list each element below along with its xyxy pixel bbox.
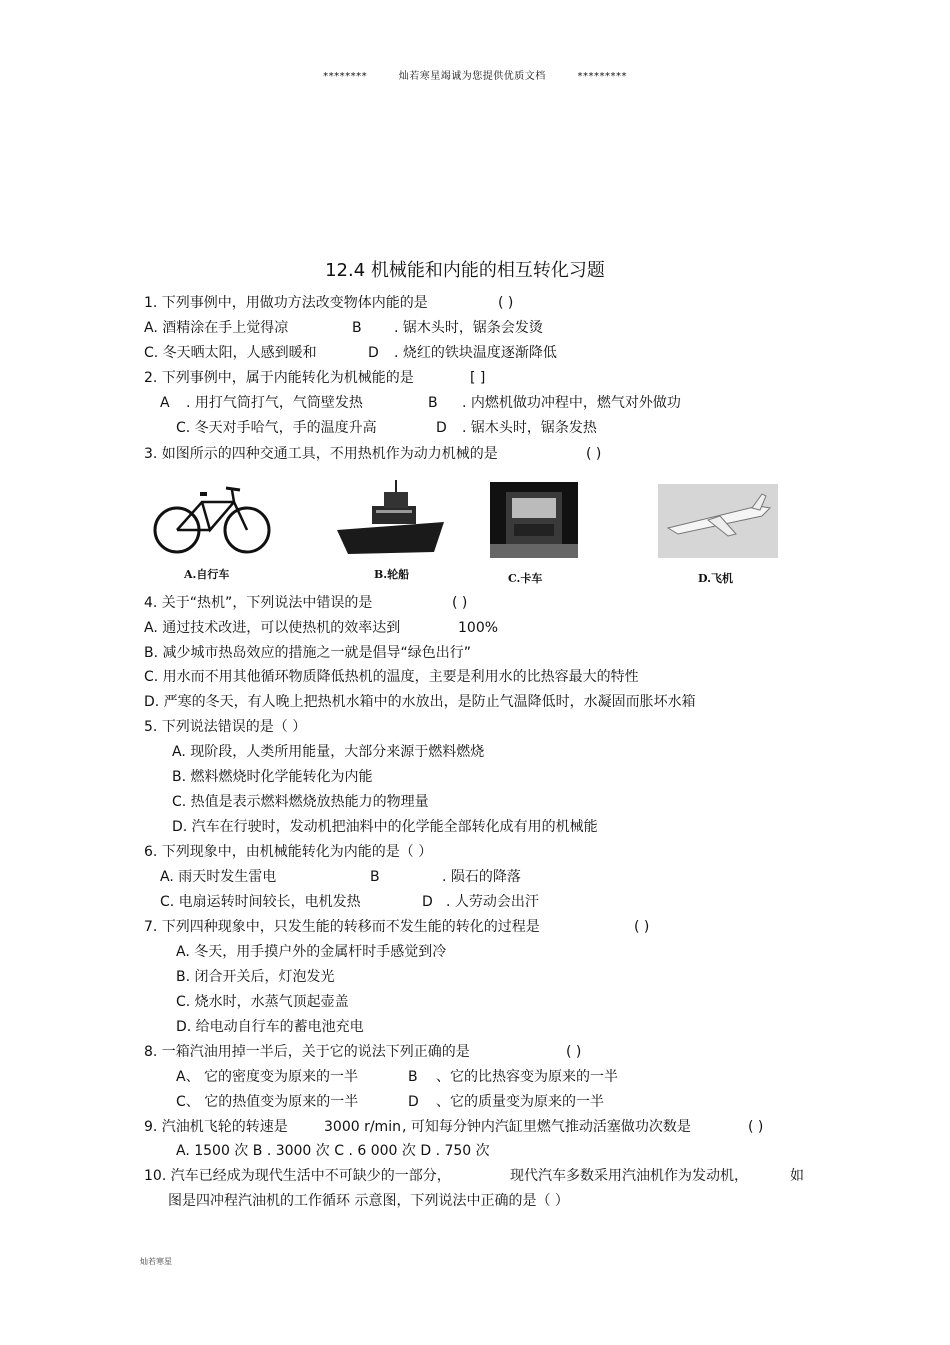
caption-bicycle: A.自行车: [184, 568, 230, 581]
q9-rest: , 可知每分钟内汽缸里燃气推动活塞做功次数是: [402, 1119, 691, 1135]
q2-option-b-letter: B: [428, 395, 438, 411]
q2-bracket: [ ]: [470, 370, 486, 386]
q5-option-c: C. 热值是表示燃料燃烧放热能力的物理量: [172, 794, 429, 810]
q1-option-c: C. 冬天晒太阳，人感到暖和: [144, 345, 317, 361]
header-stars-right: *********: [577, 71, 627, 82]
q8-stem: 8. 一箱汽油用掉一半后，关于它的说法下列正确的是: [144, 1044, 470, 1060]
q7-option-b: B. 闭合开关后，灯泡发光: [176, 969, 335, 985]
q4-option-b: B. 减少城市热岛效应的措施之一就是倡导“绿色出行”: [144, 645, 472, 661]
caption-airplane: D.飞机: [698, 572, 733, 585]
q5-option-d: D. 汽车在行驶时，发动机把油料中的化学能全部转化成有用的机械能: [172, 819, 598, 835]
q4-stem: 4. 关于“热机”，下列说法中错误的是: [144, 595, 373, 611]
q4-option-c: C. 用水而不用其他循环物质降低热机的温度，主要是利用水的比热容最大的特性: [144, 669, 639, 685]
q4-bracket: ( ): [452, 595, 468, 611]
airplane-image: [658, 484, 778, 558]
q8-option-b: 、它的比热容变为原来的一半: [436, 1069, 618, 1085]
q8-bracket: ( ): [566, 1044, 582, 1060]
q7-stem: 7. 下列四种现象中，只发生能的转移而不发生能的转化的过程是: [144, 919, 540, 935]
q6-option-c: C. 电扇运转时间较长，电机发热: [160, 894, 361, 910]
q2-option-a-letter: A: [160, 395, 170, 411]
page-header: [0, 67, 950, 82]
q9-speed: 3000 r/min: [324, 1119, 401, 1135]
q8-option-a: A、 它的密度变为原来的一半: [176, 1069, 359, 1085]
q9-bracket: ( ): [748, 1119, 764, 1135]
q8-option-c: C、 它的热值变为原来的一半: [176, 1094, 359, 1110]
q10-stem-part1: 10. 汽车已经成为现代生活中不可缺少的一部分，: [144, 1168, 451, 1184]
q6-option-d: . 人劳动会出汗: [446, 894, 539, 910]
q2-option-c: C. 冬天对手哈气，手的温度升高: [176, 420, 377, 436]
header-text: 灿若寒星竭诚为您提供优质文档: [398, 71, 546, 82]
q6-option-b-letter: B: [370, 869, 380, 885]
q8-option-d: 、它的质量变为原来的一半: [436, 1094, 604, 1110]
q7-bracket: ( ): [634, 919, 650, 935]
q9-stem: 9. 汽油机飞轮的转速是: [144, 1119, 288, 1135]
q9-options: A. 1500 次 B . 3000 次 C . 6 000 次 D . 750 次: [176, 1143, 490, 1159]
q1-option-b: . 锯木头时，锯条会发烫: [394, 320, 543, 336]
caption-ship: B.轮船: [374, 568, 410, 581]
q5-stem: 5. 下列说法错误的是（ ）: [144, 719, 307, 735]
q6-option-b: . 陨石的降落: [442, 869, 521, 885]
q4-option-a: A. 通过技术改进，可以使热机的效率达到: [144, 620, 401, 636]
q4-option-d: D. 严寒的冬天，有人晚上把热机水箱中的水放出，是防止气温降低时，水凝固而胀坏水箱: [144, 694, 696, 710]
vehicle-figure: [142, 478, 792, 590]
q5-option-b: B. 燃料燃烧时化学能转化为内能: [172, 769, 373, 785]
q1-option-b-letter: B: [352, 320, 362, 336]
q2-stem: 2. 下列事例中，属于内能转化为机械能的是: [144, 370, 414, 386]
q7-option-d: D. 给电动自行车的蓄电池充电: [176, 1019, 364, 1035]
q8-option-d-letter: D: [408, 1094, 419, 1110]
q2-option-d-letter: D: [436, 420, 447, 436]
q1-option-a: A. 酒精涂在手上觉得凉: [144, 320, 289, 336]
q10-line2: 图是四冲程汽油机的工作循环 示意图，下列说法中正确的是（ ）: [168, 1193, 569, 1209]
q6-option-a: A. 雨天时发生雷电: [160, 869, 277, 885]
q6-option-d-letter: D: [422, 894, 433, 910]
q3-stem: 3. 如图所示的四种交通工具，不用热机作为动力机械的是: [144, 446, 498, 462]
q7-option-c: C. 烧水时，水蒸气顶起壶盖: [176, 994, 349, 1010]
bicycle-image: [152, 478, 272, 558]
q2-option-a: . 用打气筒打气，气筒壁发热: [186, 395, 363, 411]
q3-bracket: ( ): [586, 446, 602, 462]
q2-option-b: . 内燃机做功冲程中，燃气对外做功: [462, 395, 681, 411]
truck-image: [490, 482, 578, 558]
q6-stem: 6. 下列现象中，由机械能转化为内能的是（ ）: [144, 844, 433, 860]
q10-stem-part3: 如: [790, 1168, 804, 1184]
q5-option-a: A. 现阶段，人类所用能量，大部分来源于燃料燃烧: [172, 744, 485, 760]
q1-stem: 1. 下列事例中，用做功方法改变物体内能的是: [144, 295, 428, 311]
q4-option-a-value: 100%: [458, 620, 499, 636]
q1-bracket: ( ): [498, 295, 514, 311]
page-footer: 灿若寒星: [140, 1257, 172, 1266]
caption-truck: C.卡车: [508, 572, 543, 585]
q10-stem-part2: 现代汽车多数采用汽油机作为发动机，: [510, 1168, 748, 1184]
ship-image: [332, 478, 452, 560]
q1-option-d-letter: D: [368, 345, 379, 361]
header-stars-left: ********: [323, 71, 368, 82]
page-title: 12.4 机械能和内能的相互转化习题: [325, 260, 605, 281]
q2-option-d: . 锯木头时，锯条发热: [462, 420, 597, 436]
q7-option-a: A. 冬天，用手摸户外的金属杆时手感觉到冷: [176, 944, 447, 960]
q1-option-d: . 烧红的铁块温度逐渐降低: [394, 345, 557, 361]
q8-option-b-letter: B: [408, 1069, 418, 1085]
